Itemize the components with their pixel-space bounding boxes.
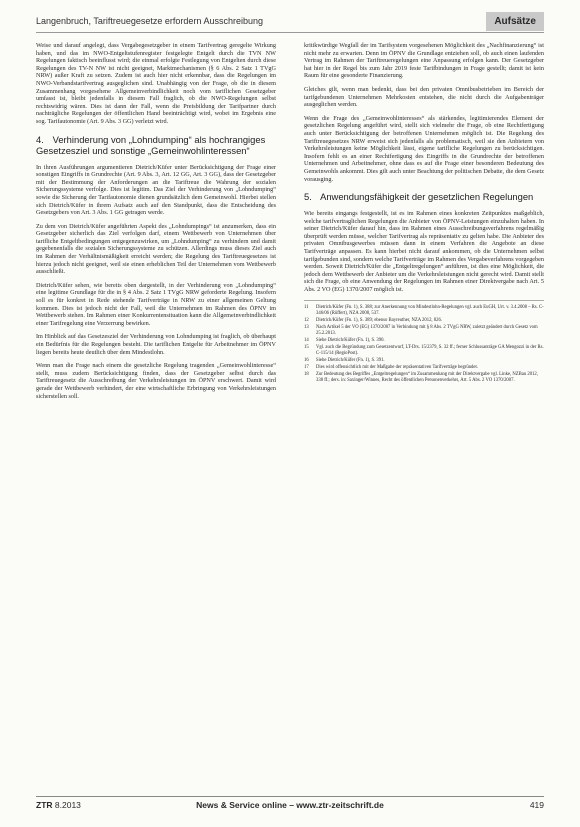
footnote-text: Dietrich/Küfer (Fn. 1), S. 389; ebenso Bayreuther, NZA 2012, 826.	[316, 317, 442, 323]
footnote	[304, 358, 544, 364]
paragraph: kritikwürdige Wegfall der im Tarifsystem vorgesehenen Möglichkeit des „Nachfinanzierung“ ist nicht mehr zu erwarten. Denn im ÖPNV die Grundlage entziehen soll, ob auch einen laufenden Vertrag im Rahmen der Tariftreueregelungen eine Anpassung erfolgen kann. Der Gesetzgeber hat hier in der Regel bis zum Jahr 2019 feste Tarifbindungen in Frage gestellt; damit ist kein Raum für eine gesonderte Finanzierung.	[304, 42, 544, 80]
paragraph: Zu dem von Dietrich/Küfer angeführten Aspekt des „Lohndumpings“ ist anzumerken, dass ein Gesetzgeber sicherlich das Ziel verfolgen darf, einem Wettbewerb von Unternehmen über tarifliche Entgeltbedingungen entgegenzuwirken, um „Lohndumping“ zu verhindern und damit gegebenenfalls die sozialen Sicherungssysteme zu schützen. Allerdings muss dieses Ziel auch im Rahmen der Verhältnismäßigkeit erreicht werden; die Regelung des Tariftreuegesetzes ist hierzu jedoch nicht geeignet, weil sie einen erheblichen Teil der Unternehmen vom Wettbewerb ausschließt.	[36, 222, 276, 276]
footnote-text: Siehe Dietrich/Küfer (Fn. 1), S. 391.	[316, 357, 385, 363]
footnote-text: Zur Bedeutung des Begriffes „Entgeltregelungen“ im Zusammenhang mit der Direktvergabe vgl. Linke, NZBau 2012, 338 ff.; ders. in: Saxinger/Winnes, Recht des öffentlichen Personenverkehrs, Art. 5 Abs. 2 VO 1370/2007.	[316, 371, 538, 383]
footnote	[304, 318, 544, 324]
footnote	[304, 372, 544, 384]
issue-number: 8.2013	[54, 800, 81, 810]
paragraph: In ihren Ausführungen argumentieren Dietrich/Küfer unter Berücksichtigung der Frage einer sonstigen Eingriffs in Grundrechte (Art. 9 Abs. 3, Art. 12 GG, Art. 3 GG), dass der Gesetzgeber mit der Bestimmung der Anforderungen an die Tariftreue die Wahrung der sozialen Sicherungssysteme verfolge. Dies ist legitim. Das Ziel der Verhinderung von „Lohndumping“ sowie die Sicherung der Tarifautonomie dienen grundsätzlich dem Gemeinwohl. Hierbei stellen sich Dietrich/Küfer in ihrem Aufsatz auch auf den Standpunkt, dass die Entscheidung des Gesetzgebers von Art. 3 Abs. 1 GG getragen werde.	[36, 163, 276, 217]
running-title: Langenbruch, Tariftreuegesetze erfordern Ausschreibung	[36, 16, 263, 26]
paragraph: Wenn die Frage des „Gemeinwohlinteresses“ als stärkendes, legitimierendes Element der gesetzlichen Regelung angeführt wird, stellt sich vielmehr die Frage, ob eine Rechtfertigung auch unter Berücksichtigung der betroffenen Unternehmen möglich ist. Die Regelung des Tariftreuegesetzes NRW erweist sich jedenfalls als problematisch, weil sie den Anbietern von Verkehrsleistungen keine Möglichkeit lässt, eigene tarifliche Regelungen zu berücksichtigen. Insofern fehlt es an einer Rechtfertigung des Eingriffs in die Grundrechte der betroffenen Unternehmen und Arbeitnehmer, ohne dass es auf die Frage einer besonderen Bedeutung des Gemeinwohls ankommt. Dies gilt auch unter Beachtung der politischen Debatte, die dem Gesetz vorausging.	[304, 114, 544, 183]
service-line: News & Service online – www.ztr-zeitschrift.de	[196, 800, 384, 810]
footnote-number: 13	[304, 324, 309, 330]
footnote-number: 11	[304, 304, 309, 310]
paragraph: Dietrich/Küfer sehen, wie bereits oben dargestellt, in der Verhinderung von „Lohndumping“ eine legitime Grundlage für die in § 4 Abs. 2 Satz 1 TVgG NRW geforderte Regelung. Insofern soll es für konkret in Rede stehende Tarifverträge in NRW zu einer allgemeinen Geltung kommen. Dies ist jedoch nicht der Fall, weil die Unternehmen im Rahmen des ÖPNV im Wettbewerb stehen. Im Rahmen einer Konkurrentensituation kann die Allgemeinverbindlichkeit einer Tarifregelung eine Verzerrung bewirken.	[36, 281, 276, 327]
heading-title: Anwendungsfähigkeit der gesetzlichen Regelungen	[320, 191, 534, 203]
section-label: Aufsätze	[486, 12, 544, 31]
page-number: 419	[529, 800, 544, 810]
footnote-number: 15	[304, 344, 309, 350]
footnote	[304, 305, 544, 317]
paragraph: Wie bereits eingangs festgestellt, ist es im Rahmen eines konkreten Zeitpunktes maßgeblich, welche tarifvertraglichen Regelungen die Anbieter von ÖPNV-Leistungen einzuhalten haben. In seiner Dietrich/Küfer darauf hin, dass im Rahmen eines Ausschreibungsverfahrens regelmäßig überprüft werden müsse, welcher Tarifvertrag als repräsentativ zu gelten habe. Die Anbieter des privaten Omnibusgewerbes müssen dann in einem Verfahren die Angebote an diese Tarifverträge anpassen. Es kann hierbei nicht darauf ankommen, ob die Unternehmen selbst tarifgebunden sind, sondern welche Tarifverträge im Rahmen des Vergabeverfahrens vorgegeben werden. Soweit Dietrich/Küfer die „Entgeltregelungen“ anführen, ist dies eine Möglichkeit, die jedoch dem Wettbewerb der Anbieter um die Verkehrsleistungen nicht gerecht wird. Damit stellt sich die Frage, ob eine Anwendung der Regelungen im Rahmen einer Direktvergabe nach Art. 5 Abs. 2 VO (EG) 1370/2007 möglich ist.	[304, 210, 544, 294]
page-header	[36, 12, 544, 33]
footnote-text: Siehe Dietrich/Küfer (Fn. 1), S. 390.	[316, 337, 385, 343]
left-column	[36, 42, 276, 777]
footnote-text: Nach Artikel 5 der VO (EG) 1370/2007 in Verbindung mit § 8 Abs. 2 TVgG NRW, zuletzt geändert durch Gesetz vom 25.2.2013.	[316, 324, 538, 336]
right-column	[304, 42, 544, 777]
paragraph: Weise und darauf angelegt, dass Vergabegesetzgeber in einem Tarifvertrag geregelte Wirkung haben, und das im NWO-Entgeltstufenregister festgelegte Entgelt durch die TVN NW Regelungen faktisch beeinflusst wird; die einmal erfolgte Festlegung von Entgelten durch diese Regelungen des TV-N NW ist nicht geeignet, Marktmechanismen (§ 6 Abs. 2 Satz 1 TVgG NRW) außer Kraft zu setzen. Zudem ist auch hier nicht erkennbar, dass die Regelungen im NWO-Verbandstarifvertrag ausgeglichen sind. Unabhängig von der Frage, ob die in diesem Zusammenhang vorgesehene Allgemeinverbindlichkeit noch vom tariflichen Gesetzgeber umfasst ist, bleibt jedenfalls in diesem Fall fraglich, ob die NWO-Regelungen selbst rechtswidrig wären. Dies ist dann der Fall, wenn die Preisbildung der Tarifpartner durch nachträgliche Regelungen der öffentlichen Hand beeinträchtigt wird, wobei im Ergebnis eine sog. Tarifautonomie (Art. 9 Abs. 3 GG) verletzt wird.	[36, 42, 276, 125]
footnote-text: Vgl. auch die Begründung zum Gesetzentwurf, LT-Drs. 15/2379, S. 32 ff.; ferner Schlussanträge GA Mengozzi in der Rs. C-115/14 (RegioPost).	[316, 344, 544, 356]
heading-number: 5.	[304, 191, 312, 203]
footnote-text: Dies wird offensichtlich mit der Maßgabe der repräsentativen Tarifverträge begründet.	[316, 364, 478, 370]
footnote-number: 12	[304, 317, 309, 323]
footnotes	[304, 300, 544, 384]
footnote	[304, 365, 544, 371]
section-heading-5	[304, 191, 544, 202]
paragraph: Im Hinblick auf das Gesetzesziel der Verhinderung von Lohndumping ist fraglich, ob überhaupt ein Bedürfnis für die Regelungen besteht. Die tariflichen Entgelte für Arbeitnehmer im ÖPNV liegen bereits heute deutlich über dem Mindestlohn.	[36, 333, 276, 356]
page-footer	[36, 796, 544, 811]
section-heading-4	[36, 134, 276, 156]
footnote	[304, 338, 544, 344]
heading-number: 4.	[36, 133, 44, 145]
footnote-number: 17	[304, 364, 309, 370]
heading-title: Verhinderung von „Lohndumping“ als hochrangiges Gesetzesziel und sonstige „Gemeinwohlinteressen“	[36, 133, 266, 156]
journal-abbrev: ZTR	[36, 800, 53, 810]
footnote-number: 18	[304, 371, 309, 377]
paragraph: Gleiches gilt, wenn man bedenkt, dass bei den privaten Omnibusbetrieben im Bereich der tarifgebundenen Unternehmen Mehrkosten entstehen, die nicht durch die Aufgabenträger ausgeglichen werden.	[304, 85, 544, 109]
paragraph: Wenn man die Frage nach einem die gesetzliche Regelung tragenden „Gemeinwohlinteresse“ stellt, muss zudem Berücksichtigung finden, dass der Gesetzgeber selbst durch das Tariftreuegesetz die Ausschreibung der Verkehrsleistungen im ÖPNV erschwert. Damit wird gerade der Wettbewerb verhindert, der eine wirtschaftliche Erbringung von Verkehrsleistungen sicherstellen soll.	[36, 362, 276, 400]
footnote-number: 16	[304, 357, 309, 363]
footnote	[304, 345, 544, 357]
footnote-text: Dietrich/Küfer (Fn. 1), S. 388; zur Anerkennung von Mindestlohn-Regelungen vgl. auch EuGH, Urt. v. 3.4.2008 – Rs. C-346/06 (Rüffert), NZA 2008, 537.	[316, 304, 544, 316]
footnote-number: 14	[304, 337, 309, 343]
footnote	[304, 325, 544, 337]
